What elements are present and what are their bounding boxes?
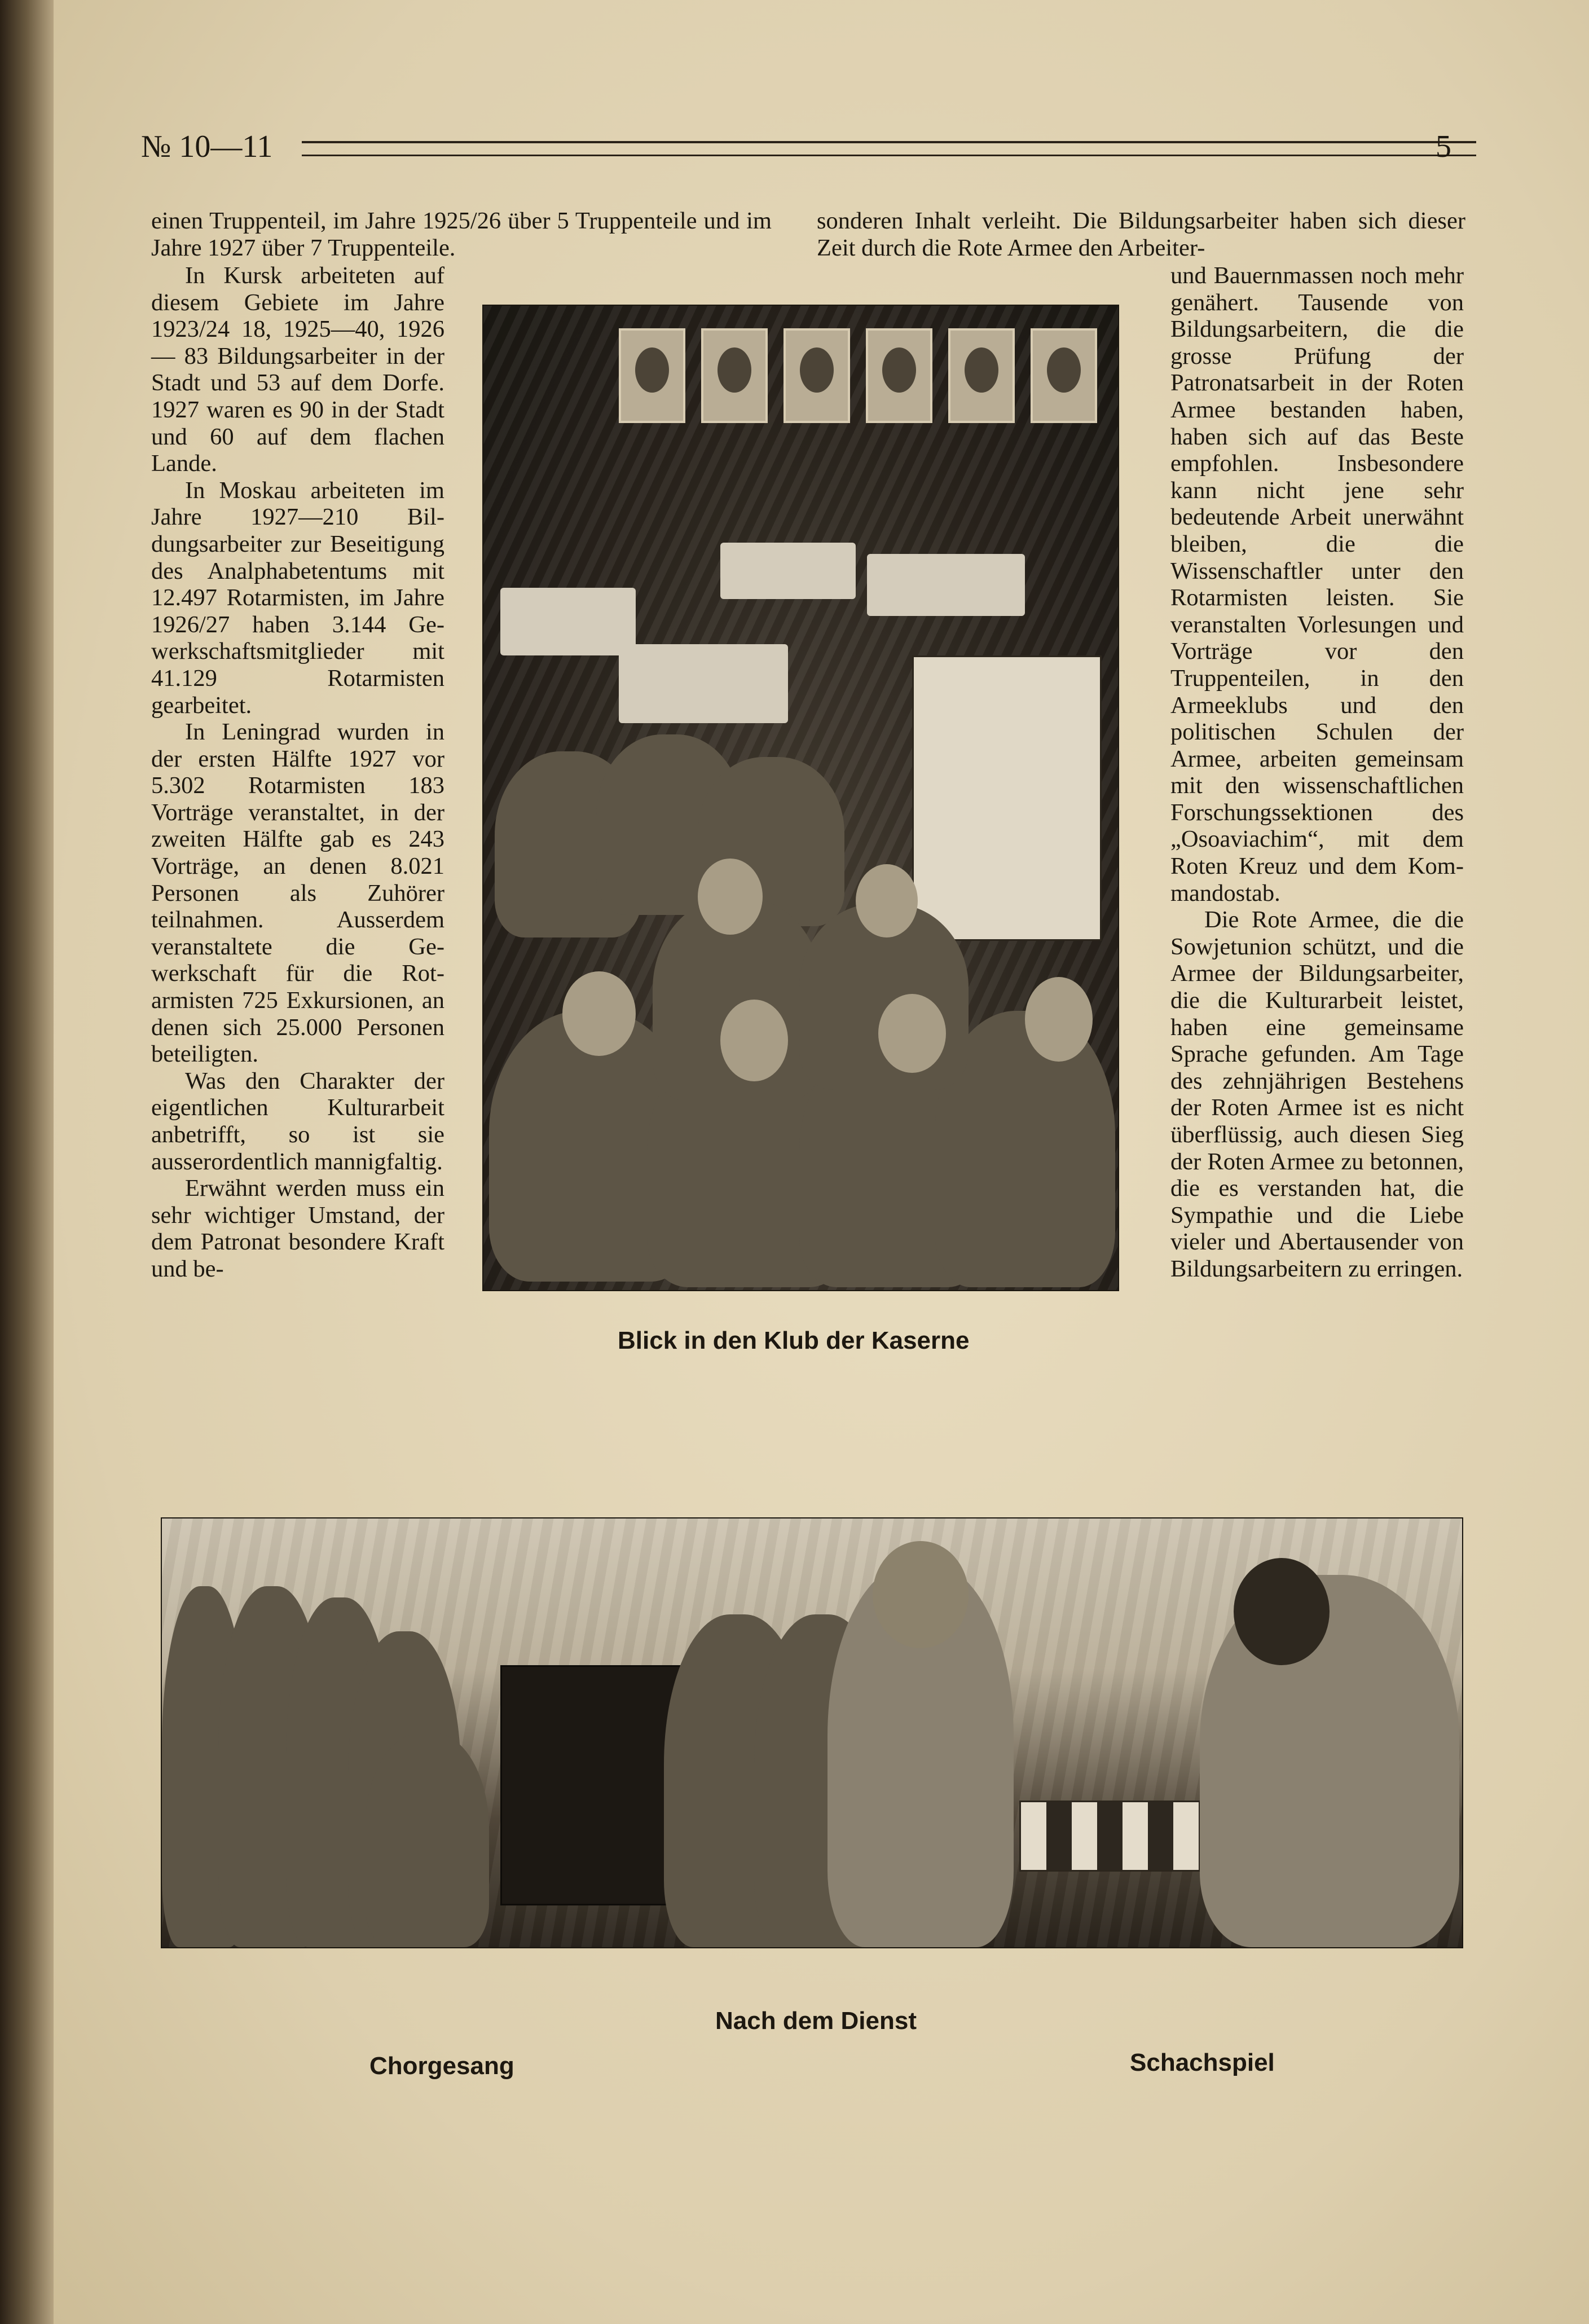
soldier-head (698, 859, 763, 935)
soldier-head (1025, 977, 1093, 1062)
reading-table (720, 543, 856, 599)
paragraph-kursk: In Kursk arbeiteten auf diesem Gebiete im Jahre 1923/24 18, 1925—40, 1926 — 83 Bildungsarbeiter in der Stadt und 53 auf dem Dorfe. 1927 waren es 90 in der Stadt und 60 auf dem flachen Lande. (151, 262, 444, 477)
left-column (151, 262, 444, 1283)
soldier-head (878, 994, 946, 1073)
header-rule (302, 141, 1476, 156)
portrait-poster (619, 328, 685, 423)
paragraph-rote-armee: Die Rote Armee, die die Sowjetunion schützt, und die Armee der Bildungsarbeiter, die die Kulturarbeit leistet, haben eine gemeinsame Sprache gefunden. Am Tage des zehnjährigen Bestehens der Roten Armee ist es nicht überflüssig, auch diesen Sieg der Roten Armee zu betonnen, die es verstanden hat, die Sympathie und die Liebe vieler und Abertausender von Bildungsarbeitern zu erringen. (1170, 906, 1464, 1282)
soldier-head (720, 1000, 788, 1081)
portrait-poster (701, 328, 768, 423)
issue-number: № 10—11 (141, 129, 273, 164)
portrait-poster (866, 328, 932, 423)
paragraph-moskau: In Moskau arbeiteten im Jahre 1927—210 Bildungsarbeiter zur Beseitigung des Analphabetentums mit 12.497 Rotarmisten, im Jahre 1926/27 haben 3.144 Gewerkschaftsmitglieder mit 41.129 Rotarmisten gearbeitet. (151, 477, 444, 719)
club-photo (482, 305, 1119, 1291)
wall-newspaper-board (912, 655, 1102, 941)
chess-caption: Schachspiel (1130, 2049, 1275, 2076)
paragraph-leningrad: In Leningrad wurden in der ersten Hälfte 1927 vor 5.302 Rotarmisten 183 Vorträge veranstaltet, in der zweiten Hälfte gab es 243 Vorträge, an denen 8.021 Personen als Zuhörer teilnahmen. Ausserdem veranstaltete die Gewerkschaft für die Rotarmisten 725 Exkursionen, an denen sich 25.000 Personen beteiligten. (151, 719, 444, 1068)
top-right-paragraph (817, 208, 1465, 261)
portrait-posters (619, 328, 1097, 423)
piano-player-figure (365, 1733, 489, 1947)
paragraph: sonderen Inhalt verleiht. Die Bildungsarbeiter haben sich dieser Zeit durch die Rote Armee den Arbeiter- (817, 208, 1465, 261)
paragraph: einen Truppenteil, im Jahre 1925/26 über 5 Truppenteile und im Jahre 1927 über 7 Truppenteile. (151, 208, 772, 261)
paragraph-charakter: Was den Charakter der eigentlichen Kulturarbeit anbetrifft, so ist sie ausserordentlich mannigfaltig. (151, 1067, 444, 1175)
reading-table (867, 554, 1025, 616)
soldier-head (1234, 1558, 1330, 1665)
binding-spine (0, 0, 54, 2324)
choir-caption: Chorgesang (369, 2052, 514, 2080)
paragraph-bildungsarbeiter: und Bauernmassen noch mehr genähert. Tausende von Bildungsarbeitern, die die grosse Prüfung der Patronatsarbeit in der Roten Armee bestanden haben, haben sich auf das Beste empfohlen. Insbesondere kann nicht jene sehr bedeutende Arbeit unerwähnt bleiben, die die Wissenschaftler unter den Rotarmisten leisten. Sie veranstalten Vorlesungen und Vorträge vor den Truppenteilen, in den Armeeklubs und den politischen Schulen der Armee, arbeiten gemeinsam mit den wissenschaftlichen Forschungssektionen des „Osoaviachim“, mit dem Roten Kreuz und dem Kommandostab. (1170, 262, 1464, 906)
paragraph-patronat: Erwähnt werden muss ein sehr wichtiger Umstand, der dem Patronat besondere Kraft und be- (151, 1175, 444, 1282)
soldier-head (562, 971, 636, 1056)
top-left-paragraph (151, 208, 772, 261)
reading-table (619, 644, 788, 723)
soldier-head (873, 1541, 969, 1648)
right-column (1170, 262, 1464, 1283)
chess-board (1019, 1801, 1226, 1872)
portrait-poster (1031, 328, 1097, 423)
portrait-poster (948, 328, 1015, 423)
page-number: 5 (1436, 129, 1451, 164)
club-photo-caption: Blick in den Klub der Kaserne (618, 1327, 970, 1354)
after-duty-photo (161, 1517, 1463, 1948)
reading-table (500, 588, 636, 655)
after-duty-caption: Nach dem Dienst (715, 2007, 917, 2035)
soldier-head (856, 864, 918, 937)
portrait-poster (784, 328, 850, 423)
